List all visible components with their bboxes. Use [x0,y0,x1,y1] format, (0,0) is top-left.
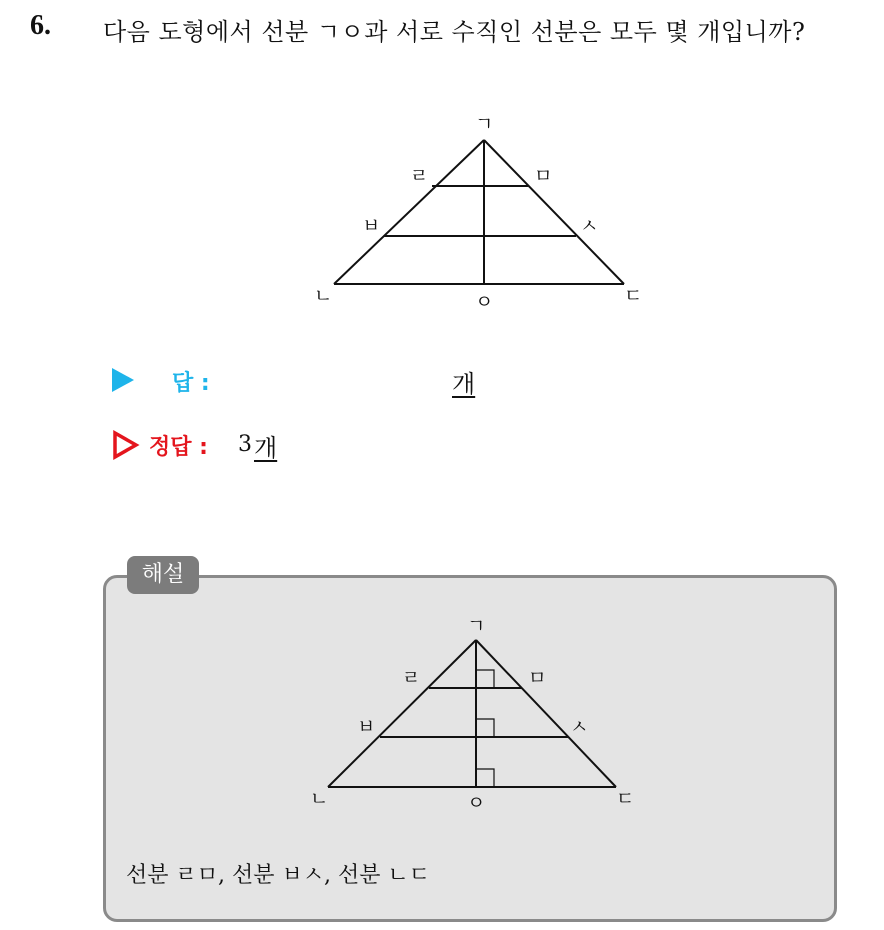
right-angle-mark-upper [476,670,494,688]
label-bottom-center: ㅇ [475,291,494,313]
label-top: ㄱ [475,113,494,135]
explain-label-left-upper: ㄹ [402,667,421,689]
outline-arrow-icon [112,430,140,460]
explanation-figure [300,612,660,812]
figure-edge-left [334,140,484,284]
label-left-middle: ㅂ [362,215,381,237]
explain-label-top: ㄱ [467,615,486,637]
answer-unit: 개 [452,370,476,398]
explain-label-right-upper: ㅁ [528,667,547,689]
explain-edge-right [476,640,616,787]
label-bottom-left: ㄴ [314,285,333,307]
figure-edge-right [484,140,624,284]
explain-label-bottom-right: ㄷ [616,788,635,810]
explanation-tab: 해설 [127,556,199,594]
correct-unit: 개 [254,434,278,462]
explain-label-bottom-left: ㄴ [310,788,329,810]
right-angle-mark-bottom [476,769,494,787]
explain-label-right-middle: ㅅ [570,716,589,738]
explain-edge-left [328,640,476,787]
play-arrow-icon [112,368,134,392]
explain-label-bottom-center: ㅇ [467,792,486,812]
explanation-text: 선분 ㄹㅁ, 선분 ㅂㅅ, 선분 ㄴㄷ [126,863,430,888]
correct-label: 정답 : [149,435,208,460]
question-figure [300,110,660,320]
question-text: 다음 도형에서 선분 ㄱㅇ과 서로 수직인 선분은 모두 몇 개입니까? [103,18,806,46]
correct-value: 3 [238,432,252,457]
answer-label: 답 : [172,371,210,396]
label-right-upper: ㅁ [534,165,553,187]
label-left-upper: ㄹ [410,165,429,187]
answer-row [112,362,612,402]
label-bottom-right: ㄷ [624,285,643,307]
label-right-middle: ㅅ [580,215,599,237]
question-number: 6. [30,10,51,41]
explain-label-left-middle: ㅂ [357,716,376,738]
right-angle-mark-middle [476,719,494,737]
correct-row [112,428,512,468]
